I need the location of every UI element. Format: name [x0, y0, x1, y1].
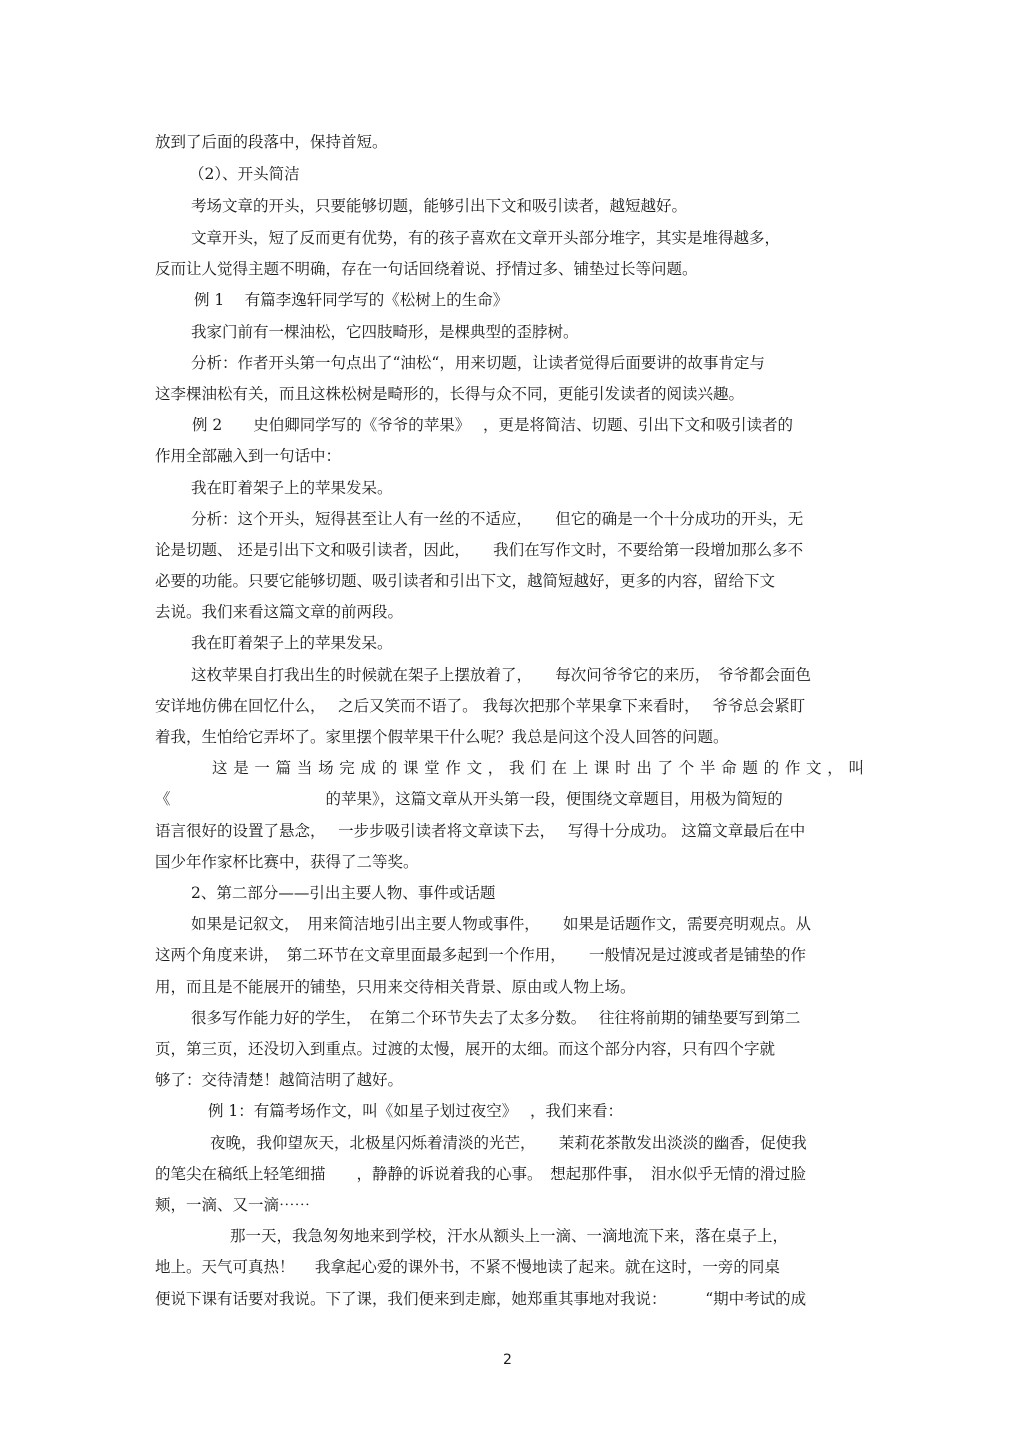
- text-line: 很多写作能力好的学生， 在第二个环节失去了太多分数。 往往将前期的铺垫要写到第二: [191, 1009, 801, 1027]
- quote-line: 我家门前有一棵油松，它四肢畸形，是棵典型的歪脖树。: [191, 323, 579, 341]
- text-line: 语言很好的设置了悬念， 一步步吸引读者将文章读下去， 写得十分成功。 这篇文章最后在中: [155, 822, 806, 840]
- example-heading: 例 1 有篇李逸轩同学写的《松树上的生命》: [194, 291, 509, 309]
- quote-line: 着我，生怕给它弄坏了。家里摆个假苹果干什么呢？我总是问这个没人回答的问题。: [155, 728, 729, 746]
- quote-line: 安详地仿佛在回忆什么， 之后又笑而不语了。 我每次把那个苹果拿下来看时， 爷爷总会紧盯: [155, 697, 806, 715]
- text-line: 国少年作家杯比赛中，获得了二等奖。: [155, 853, 419, 871]
- example-heading: 例 1：有篇考场作文，叫《如星子划过夜空》 ，我们来看：: [208, 1102, 623, 1120]
- text-line: 这是一篇当场完成的课堂作文，我们在上课时出了个半命题的作文，叫: [212, 759, 864, 777]
- text-line: 反而让人觉得主题不明确，存在一句话回绕着说、抒情过多、铺垫过长等问题。: [155, 260, 698, 278]
- quote-line: 的笔尖在稿纸上轻笔细描 ，静静的诉说着我的心事。 想起那件事， 泪水似乎无情的滑过脸: [155, 1165, 807, 1183]
- text-line: 页，第三页，还没切入到重点。过渡的太慢，展开的太细。而这个部分内容，只有四个字就: [155, 1040, 776, 1058]
- text-line: 够了：交待清楚！越简洁明了越好。: [155, 1071, 404, 1089]
- text-line: 这李棵油松有关，而且这株松树是畸形的，长得与众不同，更能引发读者的阅读兴趣。: [155, 385, 745, 403]
- quote-line: 这枚苹果自打我出生的时候就在架子上摆放着了， 每次问爷爷它的来历， 爷爷都会面色: [191, 666, 812, 684]
- text-line: 放到了后面的段落中，保持首短。: [155, 133, 388, 151]
- example-heading: 例 2 史伯卿同学写的《爷爷的苹果》 ，更是将简洁、切题、引出下文和吸引读者的: [192, 416, 793, 434]
- page-number: 2: [503, 1352, 512, 1368]
- text-line: 去说。我们来看这篇文章的前两段。: [155, 603, 404, 621]
- text-line: 分析：作者开头第一句点出了“油松“，用来切题，让读者觉得后面要讲的故事肯定与: [191, 354, 765, 372]
- text-line: 论是切题、 还是引出下文和吸引读者，因此， 我们在写作文时，不要给第一段增加那么多不: [155, 541, 804, 559]
- text-line: 用，而且是不能展开的铺垫，只用来交待相关背景、原由或人物上场。: [155, 978, 636, 996]
- text-line: 这两个角度来讲， 第二环节在文章里面最多起到一个作用， 一般情况是过渡或者是铺垫的作: [155, 946, 807, 964]
- quote-line: 夜晚，我仰望灰天，北极星闪烁着清淡的光芒， 茉莉花茶散发出淡淡的幽香，促使我: [210, 1134, 807, 1152]
- quote-line: 颊，一滴、又一滴⋯⋯: [155, 1196, 311, 1214]
- section-heading: （2）、开头简洁: [189, 165, 300, 183]
- quote-line: 我在盯着架子上的苹果发呆。: [191, 479, 393, 497]
- quote-line: 我在盯着架子上的苹果发呆。: [191, 634, 393, 652]
- text-line: 必要的功能。只要它能够切题、吸引读者和引出下文，越简短越好，更多的内容，留给下文: [155, 572, 776, 590]
- quote-line: 地上。天气可真热！ 我拿起心爱的课外书，不紧不慢地读了起来。就在这时，一旁的同桌: [155, 1258, 780, 1276]
- quote-line: 那一天，我急匆匆地来到学校，汗水从额头上一滴、一滴地流下来，落在桌子上，: [230, 1227, 789, 1245]
- section-heading: 2、第二部分——引出主要人物、事件或话题: [191, 884, 496, 902]
- text-line: 文章开头，短了反而更有优势，有的孩子喜欢在文章开头部分堆字，其实是堆得越多，: [191, 229, 781, 247]
- text-line: 考场文章的开头，只要能够切题，能够引出下文和吸引读者，越短越好。: [191, 197, 688, 215]
- quote-line: 便说下课有话要对我说。下了课，我们便来到走廊，她郑重其事地对我说： “期中考试的成: [155, 1290, 807, 1308]
- text-line: 如果是记叙文， 用来简洁地引出主要人物或事件， 如果是话题作文，需要亮明观点。从: [191, 915, 812, 933]
- text-line: 作用全部融入到一句话中：: [155, 447, 342, 465]
- text-line: 《 的苹果》，这篇文章从开头第一段，便围绕文章题目，用极为简短的: [155, 790, 783, 808]
- text-line: 分析：这个开头，短得甚至让人有一丝的不适应， 但它的确是一个十分成功的开头，无: [191, 510, 804, 528]
